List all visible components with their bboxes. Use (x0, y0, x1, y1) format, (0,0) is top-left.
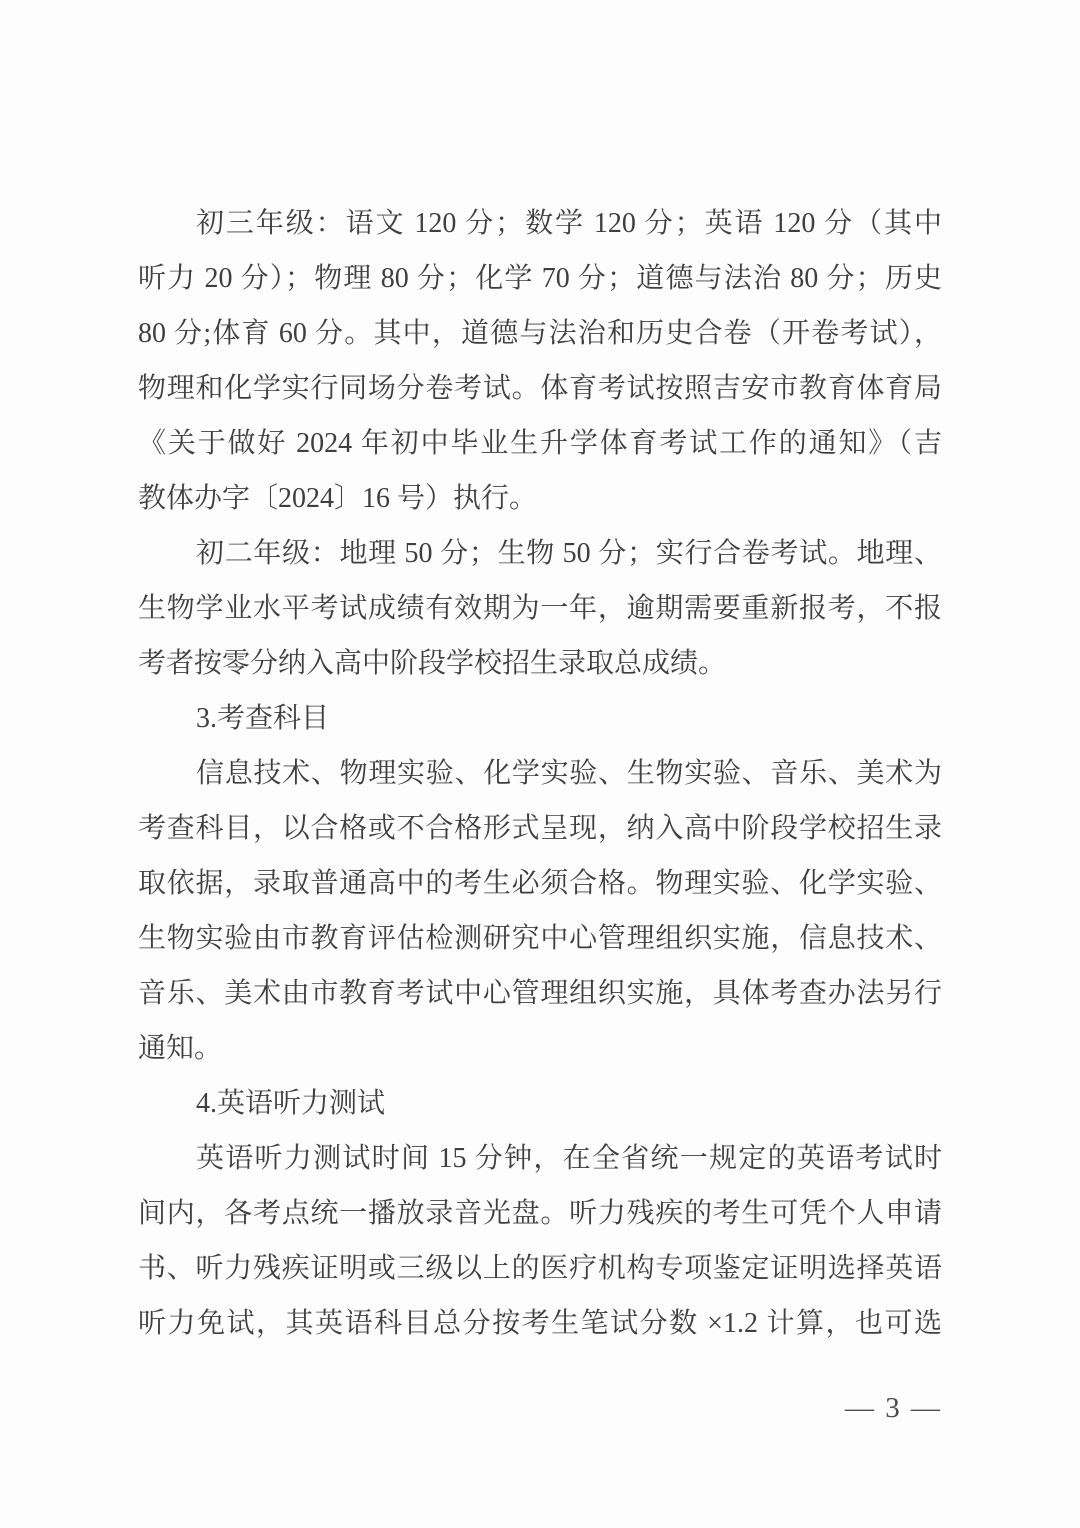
text-line: 英语听力测试时间 15 分钟，在全省统一规定的英语考试时 (196, 1143, 942, 1174)
text-line: 通知。 (138, 1033, 223, 1064)
text-line: 考查科目，以合格或不合格形式呈现，纳入高中阶段学校招生录 (138, 813, 942, 844)
text-line: 间内，各考点统一播放录音光盘。听力残疾的考生可凭个人申请 (138, 1198, 942, 1229)
text-line: 生物学业水平考试成绩有效期为一年，逾期需要重新报考，不报 (138, 593, 942, 624)
document-body (138, 196, 942, 1351)
text-line: 信息技术、物理实验、化学实验、生物实验、音乐、美术为 (196, 758, 942, 789)
text-line: 80 分;体育 60 分。其中，道德与法治和历史合卷（开卷考试）， (138, 318, 942, 349)
text-line: 听力 20 分）；物理 80 分；化学 70 分；道德与法治 80 分；历史 (138, 263, 942, 294)
text-line: 教体办字〔2024〕16 号）执行。 (138, 483, 538, 514)
text-line: 初二年级：地理 50 分；生物 50 分；实行合卷考试。地理、 (196, 538, 942, 569)
text-line: 3.考查科目 (196, 703, 330, 734)
page-number: — 3 — (845, 1392, 942, 1424)
text-line: 取依据，录取普通高中的考生必须合格。物理实验、化学实验、 (138, 868, 942, 899)
text-line: 书、听力残疾证明或三级以上的医疗机构专项鉴定证明选择英语 (138, 1253, 942, 1284)
text-line: 生物实验由市教育评估检测研究中心管理组织实施，信息技术、 (138, 923, 942, 954)
text-line: 4.英语听力测试 (196, 1088, 386, 1119)
text-line: 音乐、美术由市教育考试中心管理组织实施，具体考查办法另行 (138, 978, 942, 1009)
text-line: 物理和化学实行同场分卷考试。体育考试按照吉安市教育体育局 (138, 373, 942, 404)
text-line: 《关于做好 2024 年初中毕业生升学体育考试工作的通知》（吉 (138, 428, 942, 459)
text-line: 考者按零分纳入高中阶段学校招生录取总成绩。 (138, 648, 727, 679)
text-line: 听力免试，其英语科目总分按考生笔试分数 ×1.2 计算，也可选 (138, 1308, 942, 1339)
text-line: 初三年级：语文 120 分；数学 120 分；英语 120 分（其中 (196, 208, 942, 239)
